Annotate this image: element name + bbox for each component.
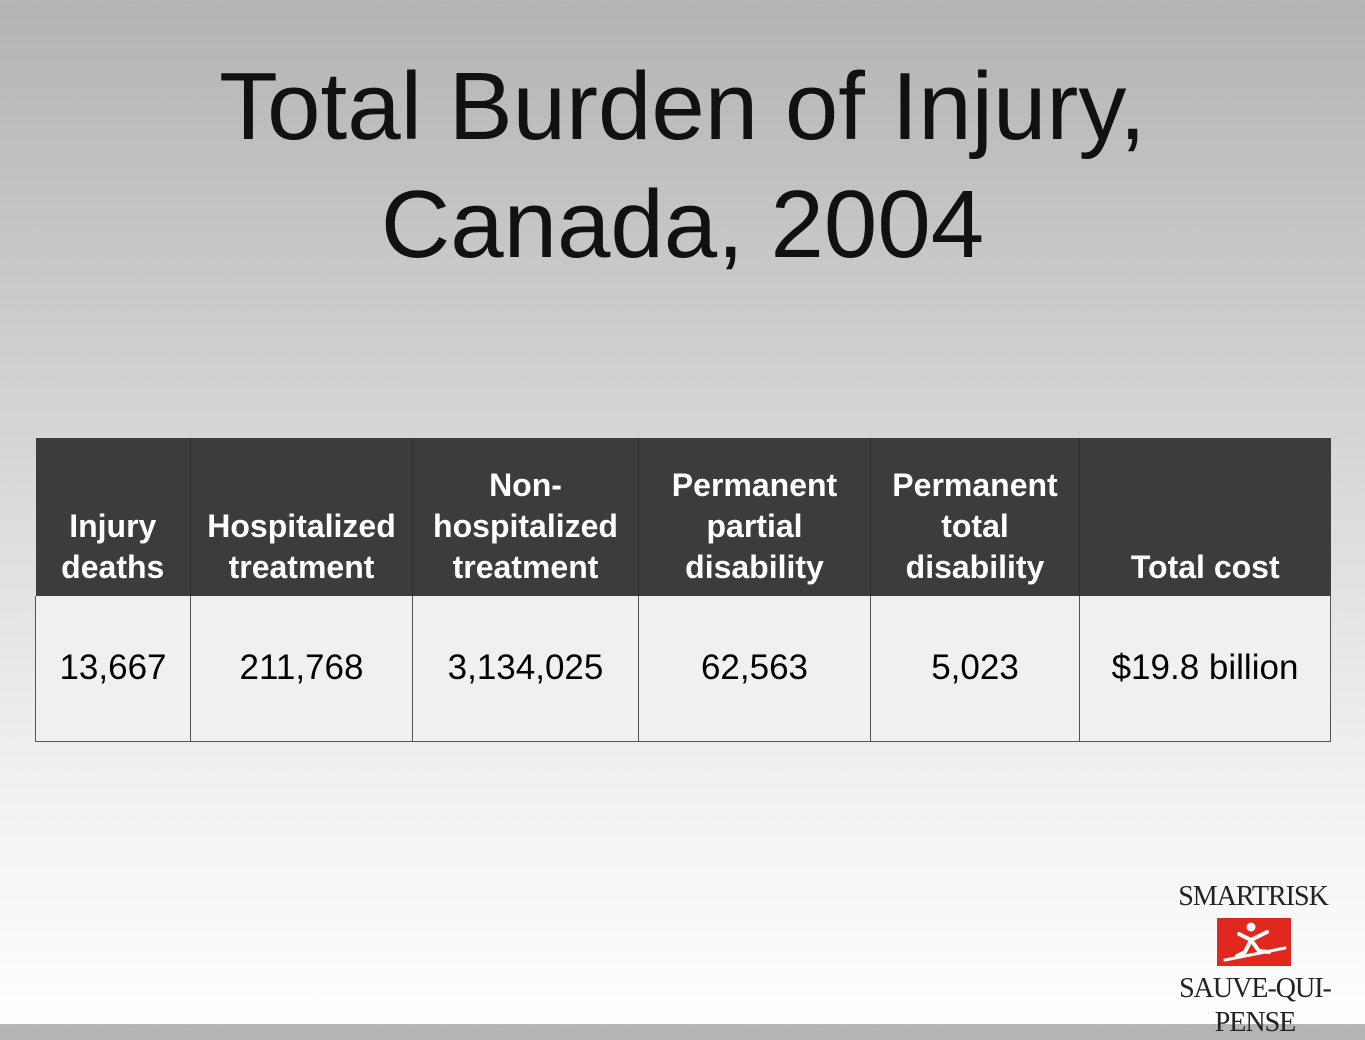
header-line: Hospitalized: [207, 508, 396, 544]
cell-permanent-total-disability: 5,023: [871, 596, 1080, 741]
header-line: treatment: [228, 549, 375, 585]
header-line: hospitalized: [433, 508, 618, 544]
injury-burden-table: [35, 438, 1331, 742]
header-line: Non-: [489, 467, 562, 503]
title-line-1: Total Burden of Injury,: [219, 53, 1146, 160]
skier-icon: [1217, 918, 1291, 966]
logo-wordmark-bottom: SAUVE-QUI-PENSE: [1179, 973, 1331, 1038]
header-line: disability: [905, 549, 1045, 585]
logo-wordmark-top: SMARTRISK: [1178, 881, 1328, 912]
cell-non-hospitalized-treatment: 3,134,025: [413, 596, 639, 741]
table-row: [36, 596, 1331, 741]
table-header-row: [36, 438, 1331, 596]
header-injury-deaths: [36, 438, 191, 596]
header-line: Total cost: [1130, 549, 1280, 585]
title-line-2: Canada, 2004: [380, 171, 985, 278]
header-permanent-partial-disability: [639, 438, 871, 596]
header-line: disability: [685, 549, 824, 585]
header-total-cost: [1080, 438, 1331, 596]
cell-permanent-partial-disability: 62,563: [639, 596, 871, 741]
header-non-hospitalized-treatment: [413, 438, 639, 596]
header-hospitalized-treatment: [191, 438, 413, 596]
slide-title: [0, 48, 1365, 284]
header-line: partial: [706, 508, 803, 544]
header-line: treatment: [452, 549, 599, 585]
cell-injury-deaths: 13,667: [36, 596, 191, 741]
header-line: total: [941, 508, 1009, 544]
header-line: Permanent: [892, 467, 1058, 503]
header-permanent-total-disability: [871, 438, 1080, 596]
cell-hospitalized-treatment: 211,768: [191, 596, 413, 741]
smartrisk-logo: [1160, 878, 1350, 1038]
header-line: Permanent: [671, 467, 838, 503]
header-line: Injury: [69, 508, 157, 544]
cell-total-cost: $19.8 billion: [1080, 596, 1331, 741]
header-line: deaths: [61, 549, 165, 585]
